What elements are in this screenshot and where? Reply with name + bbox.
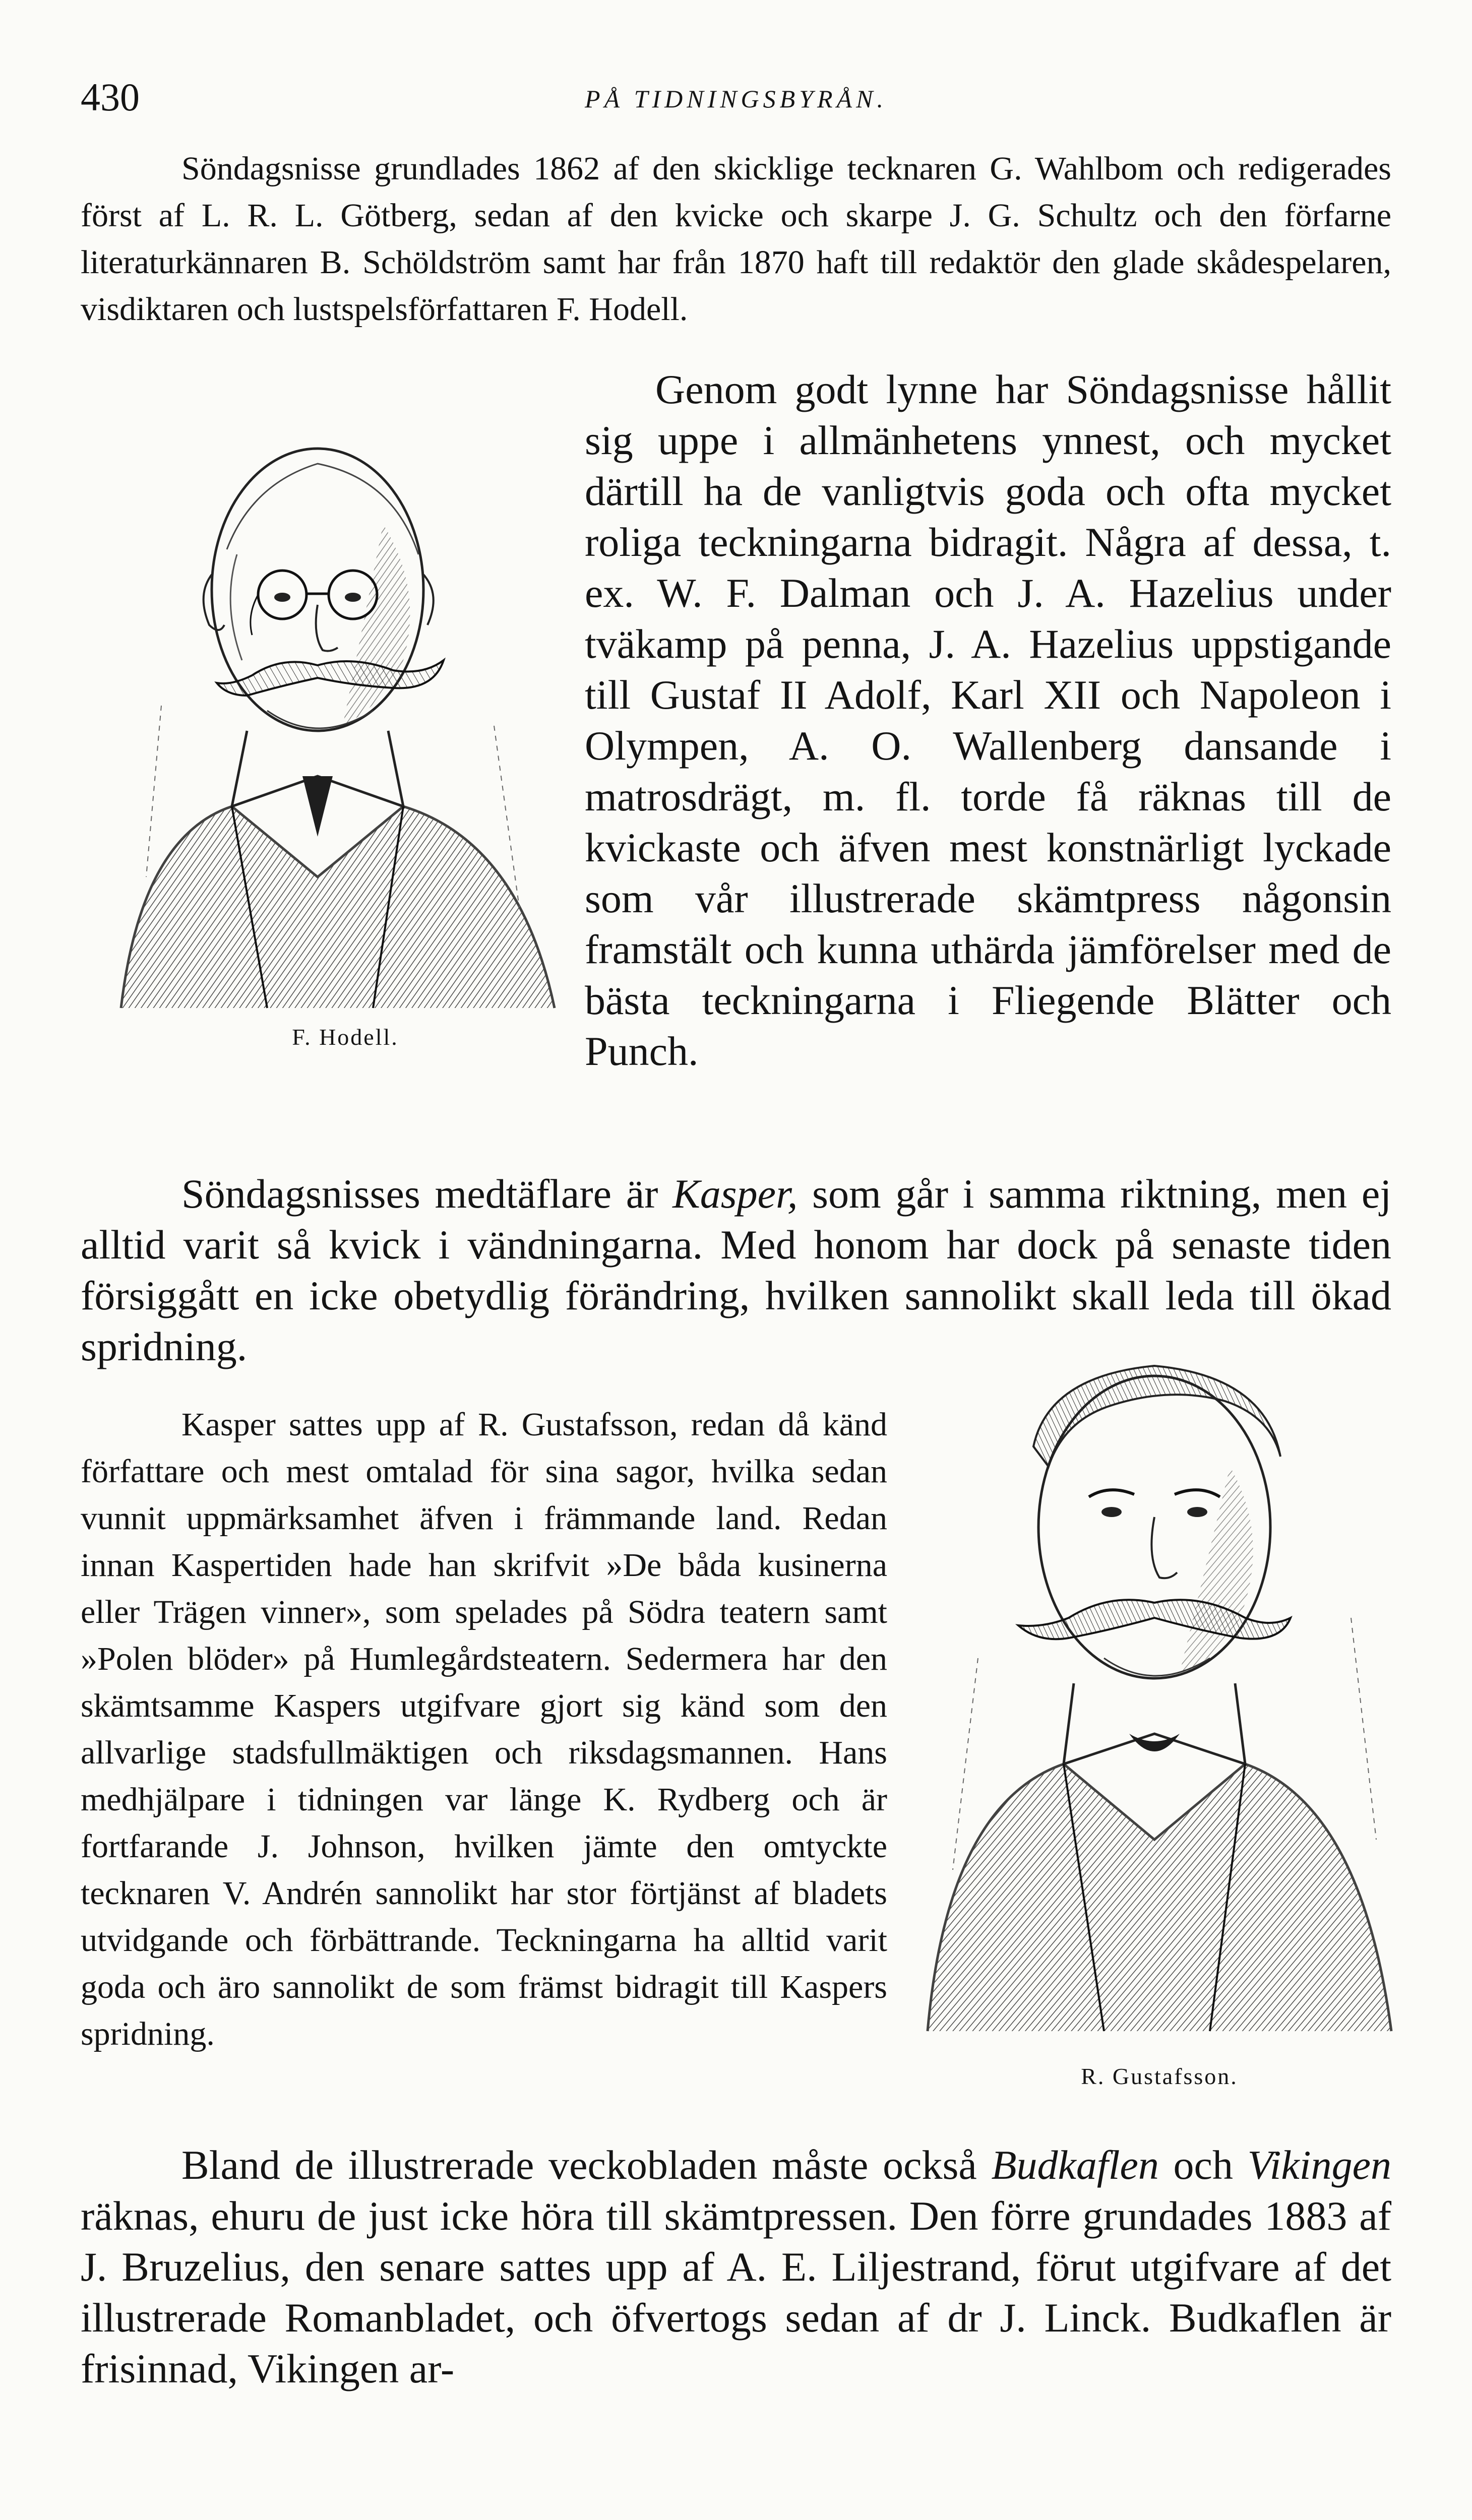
- text-run: Söndagsnisses medtäflare är: [181, 1171, 673, 1217]
- page-header: [81, 75, 1391, 120]
- italic-title-vikingen: Vikingen: [1247, 2142, 1391, 2188]
- text-run: räknas, ehuru de just icke höra till skämtpressen. Den förre grundades 1883 af J. Bruzelius, den senare sattes upp af A. E. Liljestrand, förut utgifvare af det illustrerade Romanbladet, och öfvertogs sedan af dr J. Linck. Budkaflen är frisinnad, Vikingen ar-: [81, 2193, 1391, 2391]
- italic-title-kasper: Kasper,: [672, 1171, 798, 1217]
- paragraph-sondagsnisse-history: Söndagsnisse grundlades 1862 af den skicklige tecknaren G. Wahlbom och redigerades först af L. R. L. Götberg, sedan af den kvicke och skarpe J. G. Schultz och den förfarne literaturkännaren B. Schöldström samt har från 1870 haft till redaktör den glade skådespelaren, visdiktaren och lustspelsförfattaren F. Hodell.: [81, 150, 1391, 328]
- text-run: Bland de illustrerade veckobladen måste också: [181, 2142, 992, 2188]
- portrait-gustafsson: [917, 1336, 1401, 2076]
- portrait-gustafsson-engraving: [917, 1336, 1401, 2041]
- portrait-hodell: [101, 423, 570, 1028]
- paragraph-weekly-papers: [81, 2139, 1391, 2394]
- text-run: som går i samma riktning, men ej alltid varit så kvick i vändningarna. Med honom har dock på senaste tiden försiggått en icke obetydlig förändring, hvilken sannolikt skall leda till ökad spridning.: [81, 1171, 1391, 1369]
- paragraph-kasper-founder: Kasper sattes upp af R. Gustafsson, redan då känd författare och mest omtalad för sina sagor, hvilka sedan vunnit uppmärksamhet äfven i främmande land. Redan innan Kaspertiden hade han skrifvit »De båda kusinerna eller Trägen vinner», som spelades på Södra teatern samt »Polen blöder» på Humlegårdsteatern. Sedermera har den skämtsamme Kaspers utgifvare gjort sig känd som den allvarlige stadsfullmäktigen och riksdagsmannen. Hans medhjälpare i tidningen var länge K. Rydberg och är fortfarande J. Johnson, hvilken jämte den omtyckte tecknaren V. Andrén sannolikt har stor förtjänst af bladets utvidgande och förbättrande. Teckningarna ha alltid varit goda och äro sannolikt de som främst bidragit till Kaspers spridning.: [81, 1406, 887, 2052]
- portrait-gustafsson-caption: R. Gustafsson.: [1081, 2063, 1238, 2089]
- paragraph-sondagsnisse-drawings: Genom godt lynne har Söndagsnisse hållit sig uppe i allmänhetens ynnest, och mycket därtill ha de vanligtvis goda och ofta mycket roliga teckningarna bidragit. Några af dessa, t. ex. W. F. Dalman och J. A. Hazelius under tväkamp på penna, J. A. Hazelius uppstigande till Gustaf II Adolf, Karl XII och Napoleon i Olympen, A. O. Wallenberg dansande i matrosdrägt, m. fl. torde få räknas till de kvickaste och äfven mest konstnärligt lyckade som vår illustrerade skämtpress någonsin framstält och kunna uthärda jämförelser med de bästa teckningarna i Fliegende Blätter och Punch.: [585, 366, 1391, 1074]
- portrait-hodell-engraving: [101, 423, 570, 1028]
- italic-title-budkaflen: Budkaflen: [991, 2142, 1159, 2188]
- portrait-hodell-caption: F. Hodell.: [292, 1024, 399, 1050]
- page-number: 430: [81, 75, 140, 119]
- running-title: PÅ TIDNINGSBYRÅN.: [585, 85, 887, 113]
- text-run: och: [1158, 2142, 1248, 2188]
